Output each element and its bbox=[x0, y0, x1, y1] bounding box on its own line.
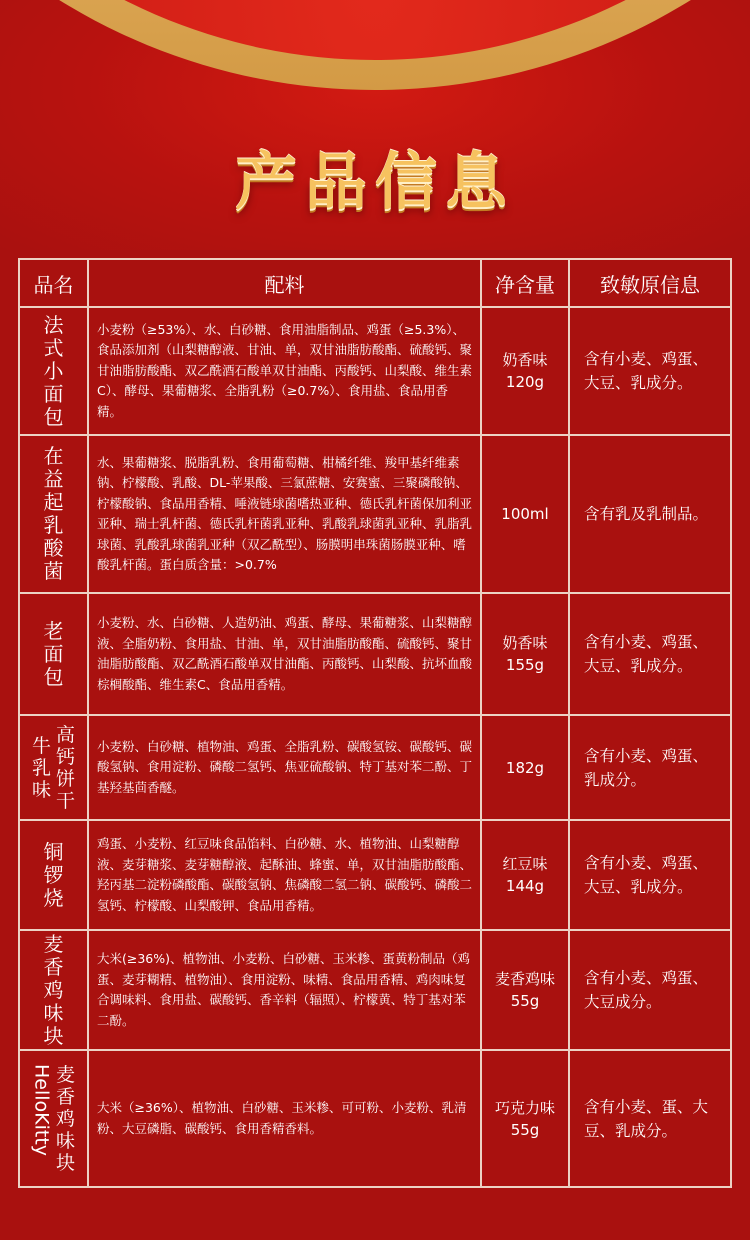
ingredients-cell: 小麦粉、白砂糖、植物油、鸡蛋、全脂乳粉、碳酸氢铵、碳酸钙、碳酸氢钠、食用淀粉、磷酸二氢钙、焦亚硫酸钠、特丁基对苯二酚、丁基羟基茴香醚。 bbox=[88, 715, 481, 820]
net-weight: 144g bbox=[505, 877, 545, 895]
weight-cell bbox=[481, 930, 569, 1050]
product-name-line-2: HelloKitty bbox=[30, 1063, 53, 1156]
ingredients-cell: 大米(≥36%)、植物油、小麦粉、白砂糖、玉米糁、蛋黄粉制品（鸡蛋、麦芽糊精、植物油）、食用淀粉、味精、食品用香精、鸡肉味复合调味料、食用盐、碳酸钙、香辛料（辐照）、柠檬黄、特丁基对苯二酚。 bbox=[88, 930, 481, 1050]
product-name: 铜锣烧 bbox=[43, 839, 64, 910]
product-info-table bbox=[18, 258, 732, 1188]
allergen-cell: 含有乳及乳制品。 bbox=[569, 435, 731, 593]
product-name: 法式小面包 bbox=[43, 312, 64, 429]
net-weight: 155g bbox=[505, 656, 545, 674]
decorative-arc bbox=[0, 0, 750, 100]
flavor-text: 巧克力味 bbox=[494, 1098, 555, 1117]
flavor-text: 奶香味 bbox=[502, 634, 548, 652]
weight-cell bbox=[481, 715, 569, 820]
ingredients-cell: 小麦粉、水、白砂糖、人造奶油、鸡蛋、酵母、果葡糖浆、山梨糖醇液、全脂奶粉、食用盐、甘油、单，双甘油脂肪酸酯、硫酸钙、聚甘油脂肪酸酯、双乙酰酒石酸单双甘油酯、丙酸钙、山梨酸、抗坏血酸棕榈酸酯、维生素C、食品用香精。 bbox=[88, 593, 481, 715]
weight-cell bbox=[481, 307, 569, 435]
page-title: 产品信息 bbox=[234, 145, 515, 218]
product-name-cell bbox=[19, 715, 88, 820]
weight-cell bbox=[481, 435, 569, 593]
allergen-cell: 含有小麦、鸡蛋、大豆成分。 bbox=[569, 930, 731, 1050]
header-weight: 净含量 bbox=[481, 259, 569, 307]
table-row bbox=[19, 307, 731, 435]
product-name-cell bbox=[19, 930, 88, 1050]
net-weight: 120g bbox=[505, 373, 545, 391]
net-weight: 100ml bbox=[501, 505, 549, 523]
net-weight: 55g bbox=[510, 1120, 540, 1139]
product-name-cell bbox=[19, 307, 88, 435]
ingredients-cell: 鸡蛋、小麦粉、红豆味食品馅料、白砂糖、水、植物油、山梨糖醇液、麦芽糖浆、麦芽糖醇液、起酥油、蜂蜜、单，双甘油脂肪酸酯、羟丙基二淀粉磷酸酯、碳酸氢钠、焦磷酸二氢二钠、碳酸钙、磷酸二氢钙、柠檬酸、山梨酸钾、食品用香精。 bbox=[88, 820, 481, 930]
header-ingredients: 配料 bbox=[88, 259, 481, 307]
product-name-cell bbox=[19, 435, 88, 593]
weight-cell bbox=[481, 1050, 569, 1187]
ingredients-cell: 大米（≥36%）、植物油、白砂糖、玉米糁、可可粉、小麦粉、乳清粉、大豆磷脂、碳酸钙、食用香精香料。 bbox=[88, 1050, 481, 1187]
product-name-two-column bbox=[32, 724, 76, 812]
product-name-line-1: 麦香鸡味块 bbox=[55, 1063, 75, 1174]
product-name-line-1: 高钙饼干 bbox=[55, 723, 75, 812]
table-row bbox=[19, 820, 731, 930]
table-row bbox=[19, 930, 731, 1050]
product-name-cell bbox=[19, 593, 88, 715]
product-name-cell bbox=[19, 820, 88, 930]
flavor-text: 红豆味 bbox=[502, 855, 548, 873]
net-weight: 182g bbox=[505, 758, 545, 777]
weight-cell bbox=[481, 593, 569, 715]
header-allergen: 致敏原信息 bbox=[569, 259, 731, 307]
table-row bbox=[19, 435, 731, 593]
table-row bbox=[19, 715, 731, 820]
flavor-text: 奶香味 bbox=[502, 351, 548, 369]
header-name: 品名 bbox=[19, 259, 88, 307]
product-name: 老面包 bbox=[43, 618, 64, 689]
table-header-row bbox=[19, 259, 731, 307]
product-name: 麦香鸡味块 bbox=[43, 931, 64, 1048]
allergen-cell: 含有小麦、蛋、大豆、乳成分。 bbox=[569, 1050, 731, 1187]
allergen-cell: 含有小麦、鸡蛋、乳成分。 bbox=[569, 715, 731, 820]
net-weight: 55g bbox=[510, 992, 540, 1010]
table-row bbox=[19, 593, 731, 715]
product-name-cell bbox=[19, 1050, 88, 1187]
ingredients-cell: 小麦粉（≥53%）、水、白砂糖、食用油脂制品、鸡蛋（≥5.3%）、食品添加剂（山梨糖醇液、甘油、单，双甘油脂肪酸酯、硫酸钙、聚甘油脂肪酸酯、双乙酰酒石酸单双甘油酯、丙酸钙、山梨酸、维生素C）、酵母、果葡糖浆、全脂乳粉（≥0.7%）、食用盐、食品用香精。 bbox=[88, 307, 481, 435]
ingredients-cell: 水、果葡糖浆、脱脂乳粉、食用葡萄糖、柑橘纤维、羧甲基纤维素钠、柠檬酸、乳酸、DL-苹果酸、三氯蔗糖、安赛蜜、三聚磷酸钠、柠檬酸钠、食品用香精、唾液链球菌嗜热亚种、德氏乳杆菌保加利亚亚种、瑞士乳杆菌、德氏乳杆菌乳亚种、乳酸乳球菌乳亚种、乳脂乳球菌、乳酸乳球菌乳亚种（双乙酰型）、肠膜明串珠菌肠膜亚种、嗜酸乳杆菌。蛋白质含量：>0.7% bbox=[88, 435, 481, 593]
allergen-cell: 含有小麦、鸡蛋、大豆、乳成分。 bbox=[569, 820, 731, 930]
weight-cell bbox=[481, 820, 569, 930]
product-name-line-2: 牛乳味 bbox=[31, 734, 51, 801]
product-name-two-column bbox=[32, 1064, 76, 1174]
table-row bbox=[19, 1050, 731, 1187]
allergen-cell: 含有小麦、鸡蛋、大豆、乳成分。 bbox=[569, 307, 731, 435]
flavor-text: 麦香鸡味 bbox=[494, 970, 555, 988]
allergen-cell: 含有小麦、鸡蛋、大豆、乳成分。 bbox=[569, 593, 731, 715]
product-name: 在益起乳酸菌 bbox=[43, 444, 64, 583]
